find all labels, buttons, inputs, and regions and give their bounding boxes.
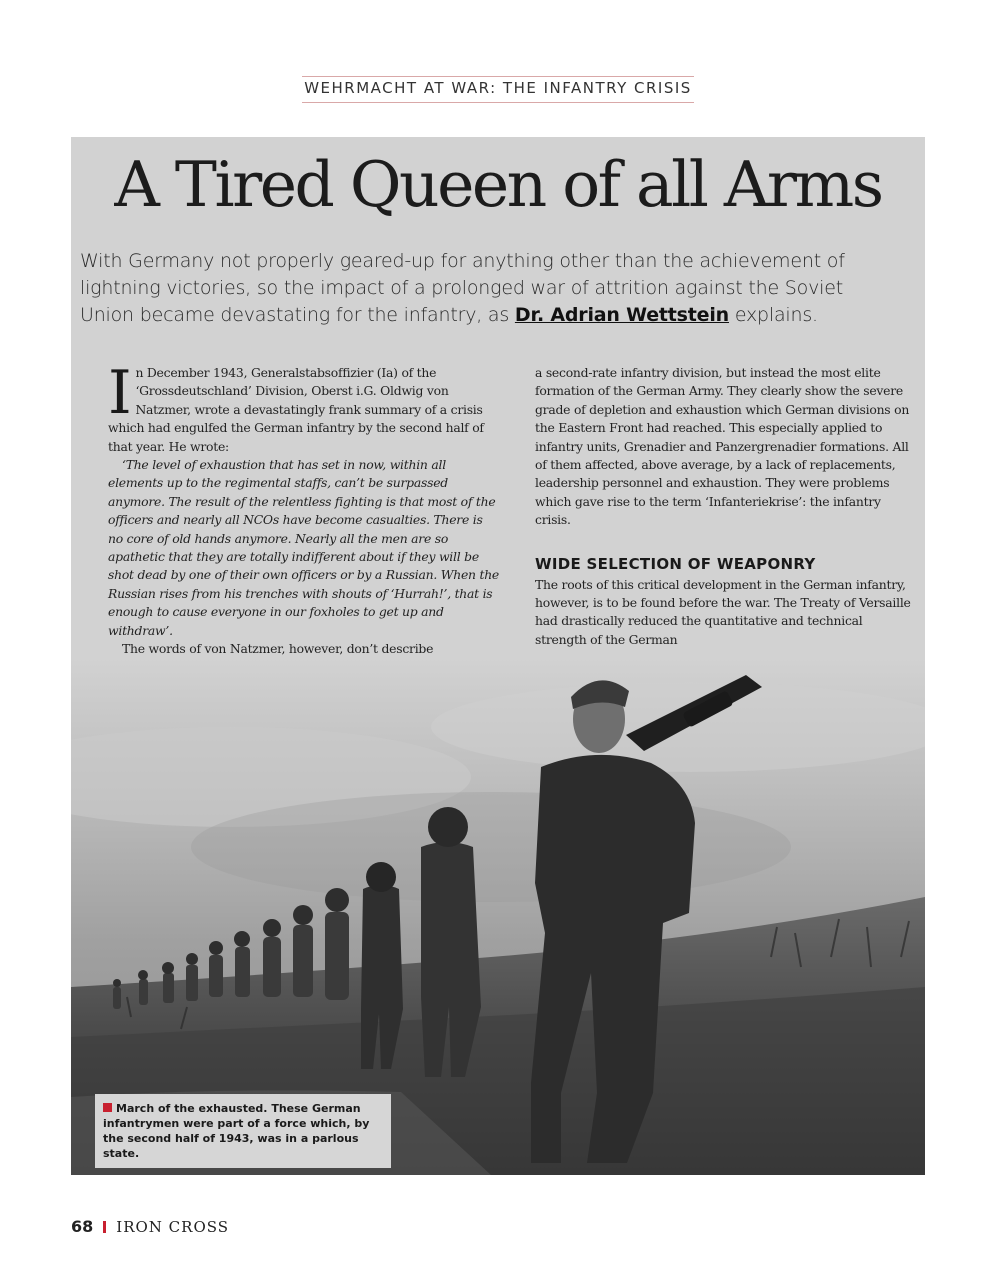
body-paragraph: The words of von Natzmer, however, don’t describe — [122, 641, 434, 657]
section-subhead: WIDE SELECTION OF WEAPONRY — [535, 554, 816, 573]
standfirst-end: explains. — [728, 304, 818, 326]
page-number: 68 — [71, 1217, 94, 1236]
page-footer — [71, 1217, 229, 1236]
drop-cap: I — [108, 358, 132, 428]
section-kicker — [0, 76, 996, 103]
paragraph-text: n December 1943, Generalstabsoffizier (Ia) of the ‘Grossdeutschland’ Division, Oberst i.G. Oldwig von Natzmer, wrote a devastatingly frank summary of a crisis which had engulfed the German infantry by the second half of that year. He wrote: — [108, 365, 484, 454]
article-panel — [71, 137, 925, 1175]
body-paragraph: The roots of this critical development in the German infantry, however, is to be found before the war. The Treaty of Versaille had drastically reduced the quantitative and technical strength of the German — [535, 576, 911, 647]
body-column-1 — [108, 358, 500, 659]
standfirst — [80, 248, 870, 329]
body-column-2 — [535, 364, 917, 649]
caption-text: March of the exhausted. These German infantrymen were part of a force which, by the second half of 1943, was in a parlous state. — [103, 1102, 370, 1160]
natzmer-quote: ‘The level of exhaustion that has set in now, within all elements up to the regimental staffs, can’t be surpassed anymore. The result of the relentless fighting is that most of the officers and nearly all NCOs have become casualties. There is no core of old hands anymore. Nearly all the men are so apathetic that they are totally indifferent about if they will be shot dead by one of their own officers or by a Russian. When the Russian rises from his trenches with shouts of ‘Hurrah!’, that is enough to cause everyone in our foxholes to get up and withdraw’. — [108, 457, 500, 638]
author-name: Dr. Adrian Wettstein — [514, 304, 729, 326]
article-title: A Tired Queen of all Arms — [114, 148, 882, 221]
body-paragraph: a second-rate infantry division, but instead the most elite formation of the German Army. They clearly show the severe grade of depletion and exhaustion which German divisions on the Eastern Front had reached. This especially applied to infantry units, Grenadier and Panzergrenadier formations. All of them affected, above average, by a lack of replacements, leadership personnel and exhaustion. They were problems which gave rise to the term ‘Infanteriekrise’: the infantry crisis. — [535, 365, 910, 528]
magazine-name: IRON CROSS — [116, 1218, 230, 1236]
body-paragraph — [108, 358, 500, 456]
folio-divider — [103, 1221, 106, 1233]
standfirst-text: With Germany not properly geared-up for anything other than the achievement of lightning victories, so the impact of a prolonged war of attrition against the Soviet Union became devastating for the infantry, as — [80, 250, 845, 326]
caption-bullet-icon — [103, 1103, 112, 1112]
photo-caption — [95, 1094, 391, 1168]
kicker-text: WEHRMACHT AT WAR: THE INFANTRY CRISIS — [302, 76, 694, 103]
